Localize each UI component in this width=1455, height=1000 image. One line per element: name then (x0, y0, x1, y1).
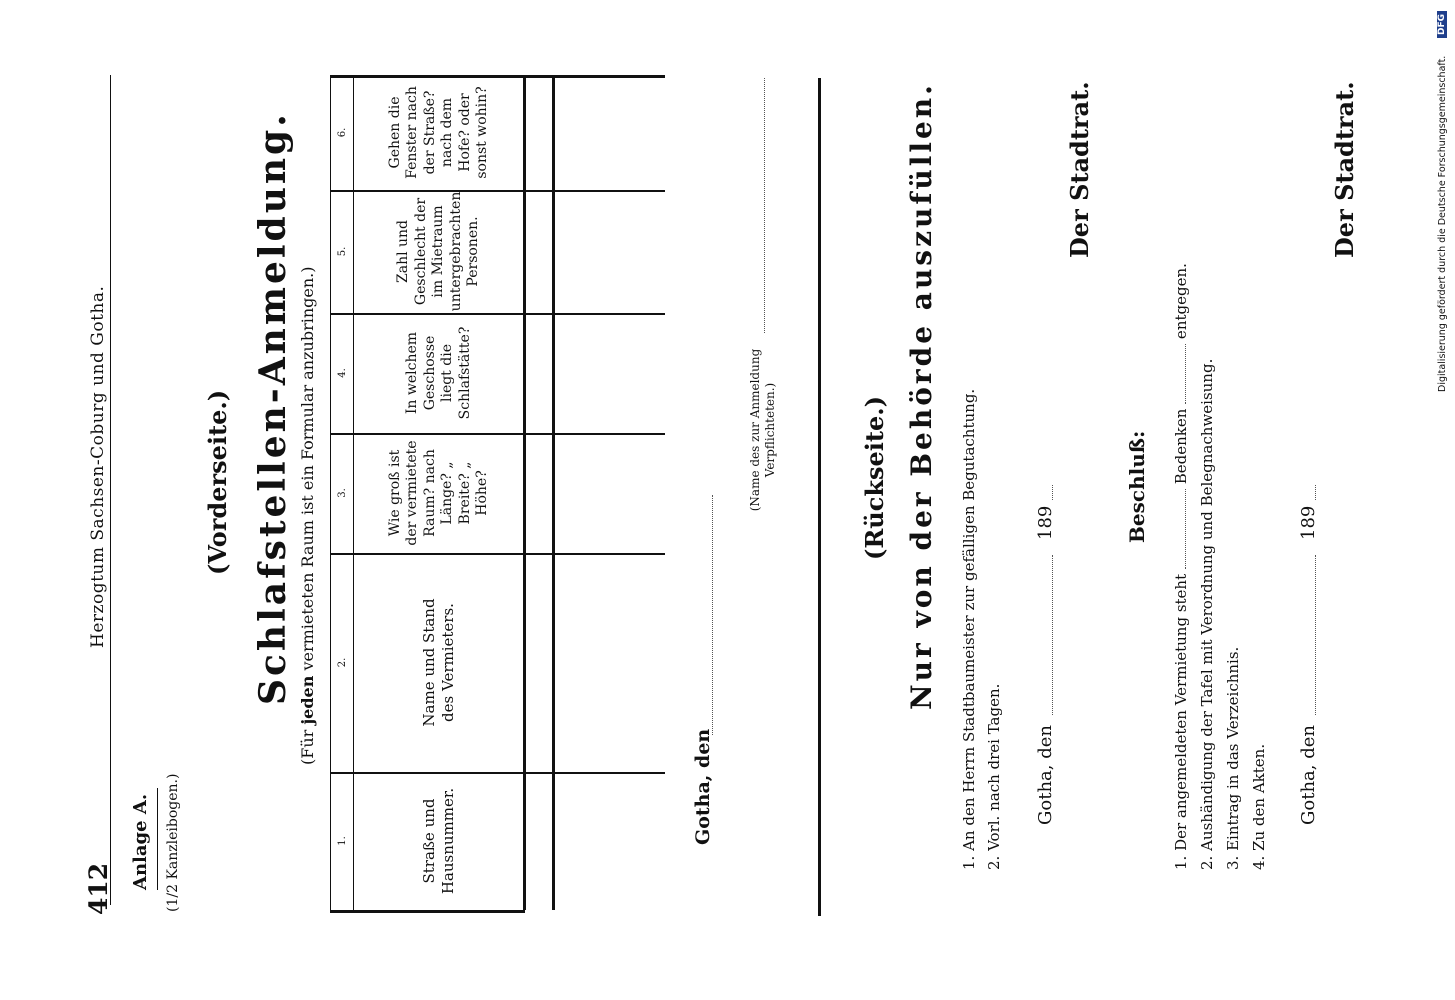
column-header-windows: Gehen die Fenster nach der Straße? nach dem Hofe? oder sonst wohin? (386, 86, 490, 179)
decision-blank-2 (1185, 344, 1186, 404)
back-item-1: 1. An den Herrn Stadtbaumeister zur gefälligen Begutachtung. (960, 388, 978, 870)
back-authority: Der Stadtrat. (1065, 81, 1094, 258)
decision-item-1 (1172, 263, 1190, 870)
column-header-persons: Zahl und Geschlecht der im Mietraum untergebrachten Personen. (395, 191, 482, 312)
front-side-label: (Vorderseite.) (203, 389, 232, 575)
decision-item-1-prefix: 1. Der angemeldeten Vermietung steht (1172, 573, 1190, 870)
table-left-border (330, 75, 331, 910)
header-rule (110, 75, 111, 905)
back-date-dots (1052, 555, 1053, 715)
instruction-prefix: (Für (298, 724, 317, 765)
back-title: Nur von der Behörde auszufüllen. (905, 82, 938, 710)
back-year-2: 189 (1298, 505, 1319, 540)
side-divider (818, 78, 821, 916)
column-header-street: Straße und Hausnummer. (420, 787, 457, 895)
scan-credit: Digitalisierung gefördert durch die Deutsche Forschungsgemeinschaft. (1437, 55, 1448, 392)
back-item-2: 2. Vorl. nach drei Tagen. (985, 683, 1003, 870)
signature-dots (764, 78, 765, 333)
decision-item-4: 4. Zu den Akten. (1250, 743, 1268, 870)
front-place-date: Gotha, den (692, 728, 714, 845)
body-row-separator (552, 75, 555, 910)
column-number-6: 6. (336, 127, 348, 138)
decision-item-2: 2. Aushändigung der Tafel mit Verordnung und Belegnachweisung. (1198, 358, 1216, 870)
decision-item-3: 3. Eintrag in das Verzeichnis. (1224, 646, 1242, 870)
column-header-room-size: Wie groß ist der vermietete Raum? nach Länge? „ Breite? „ Höhe? (386, 440, 490, 546)
instruction-suffix: vermieteten Raum ist ein Formular anzubringen.) (298, 266, 317, 676)
column-number-2: 2. (336, 657, 348, 668)
number-row-separator (353, 75, 354, 910)
dfg-logo: DFG (1437, 11, 1447, 38)
front-date-dots (712, 495, 713, 735)
header-row-separator (523, 75, 526, 910)
column-number-3: 3. (336, 488, 348, 498)
instruction-emph: jeden (298, 675, 317, 725)
column-number-1: 1. (336, 836, 348, 846)
back-year-dots (1052, 485, 1053, 500)
decision-label: Beschluß: (1125, 430, 1149, 543)
table-bottom-border (330, 910, 525, 913)
annex-title-underline (157, 788, 158, 890)
column-header-landlord: Name und Stand des Vermieters. (420, 598, 457, 727)
annex-title: Anlage A. (130, 793, 151, 890)
back-place-date: Gotha, den (1035, 725, 1056, 825)
signature-note: (Name des zur Anmeldung Verpflichteten.) (748, 348, 777, 512)
back-side-label: (Rückseite.) (860, 396, 889, 560)
column-header-floor: In welchem Geschosse liegt die Schlafstätte? (404, 326, 473, 420)
back-place-date-2: Gotha, den (1298, 725, 1319, 825)
page-header: Herzogtum Sachsen-Coburg und Gotha. (88, 285, 108, 648)
back-date-dots-2 (1315, 555, 1316, 715)
annex-sub: (1/2 Kanzleibogen.) (165, 773, 181, 912)
back-authority-2: Der Stadtrat. (1330, 81, 1359, 258)
decision-item-1-suffix: entgegen. (1172, 263, 1190, 340)
front-title: Schlafstellen-Anmeldung. (252, 111, 294, 705)
back-year-dots-2 (1315, 485, 1316, 500)
back-year: 189 (1035, 505, 1056, 540)
front-instruction (298, 267, 317, 766)
decision-blank-1 (1185, 489, 1186, 569)
page-number: 412 (84, 862, 113, 915)
column-number-4: 4. (336, 368, 348, 378)
decision-item-1-middle: Bedenken (1172, 408, 1190, 485)
column-number-5: 5. (336, 246, 348, 257)
